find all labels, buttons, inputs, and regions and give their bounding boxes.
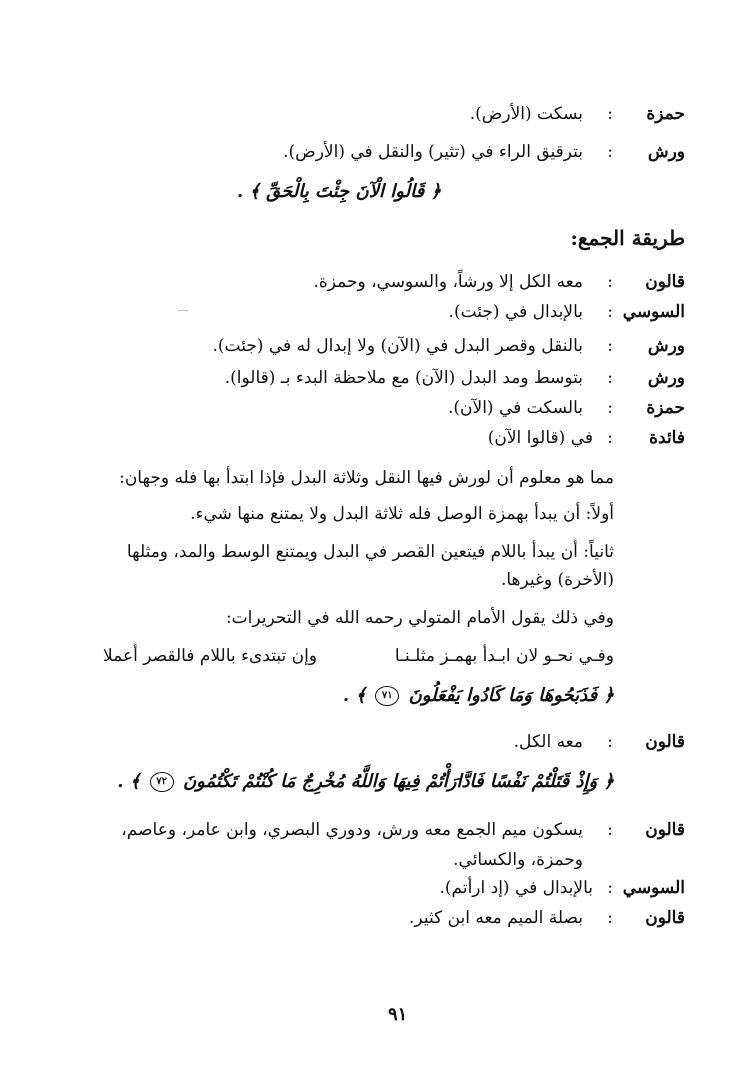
separator: : [607,336,613,356]
quran-verse-3 [117,770,614,794]
line-qalun-4 [125,906,685,930]
separator: : [607,272,613,292]
reader-label: حمزة [646,398,685,418]
verse-end: ﴾ . [117,771,141,792]
line-hamza-2 [125,396,685,420]
quran-verse-1: ﴿ قَالُوا الْآنَ جِئْتَ بِالْحَقِّ ﴾ . [236,181,441,202]
line-faida [125,426,685,450]
reader-label: قالون [645,908,685,928]
reader-label: حمزة [646,104,685,124]
line-text: بالإبدال في (إد ارأتم). [439,878,593,898]
ayah-number-seal: ٧٢ [150,772,174,792]
line-warsh-2 [125,334,685,358]
verse-end: ﴾ . [342,685,366,706]
line-susi-2 [125,876,685,900]
line-text: بصلة الميم معه ابن كثير. [409,908,583,928]
paragraph-line-2: أولاً: أن يبدأ بهمزة الوصل فله ثلاثة البدل ولا يمتنع منها شيء. [190,504,614,524]
line-warsh-3 [125,366,685,390]
separator: : [607,398,613,418]
paragraph-line-3: ثانياً: أن يبدأ باللام فيتعين القصر في البدل ويمتنع الوسط والمد، ومثلها [126,542,614,562]
separator: : [607,820,613,840]
line-text: معه الكل إلا ورشاً، والسوسي، وحمزة. [313,272,583,292]
separator: : [607,878,613,898]
margin-mark [178,310,188,317]
line-text: معه الكل. [513,732,583,752]
line-susi-1 [125,300,685,324]
reader-label: قالون [645,820,685,840]
line-qalun-2 [125,730,685,754]
section-heading: طريقة الجمع: [570,226,685,250]
note-label: فائدة [649,428,685,448]
poem-hemistich-left: وإن تبتدىء باللام فالقصر أعملا [103,646,318,666]
ayah-number-seal: ٧١ [375,686,399,706]
reader-label: ورش [647,368,685,388]
separator: : [607,732,613,752]
line-text: بالسكت في (الآن). [447,398,583,418]
paragraph-line-4: (الأخرة) وغيرها. [500,570,614,590]
line-hamza-1 [125,102,685,126]
paragraph-line-5: وفي ذلك يقول الأمام المتولي رحمه الله في التحريرات: [225,608,614,628]
line-text: بتوسط ومد البدل (الآن) مع ملاحظة البدء بـ (قالوا). [224,368,583,388]
line-warsh-1 [125,140,685,164]
verse-text: ﴿ فَذَبَحُوهَا وَمَا كَادُوا يَفْعَلُونَ [408,685,614,706]
verse-text: ﴿ وَإِذْ قَتَلْتُمْ نَفْسًا فَادَّارَأْتُمْ فِيهَا وَاللَّهُ مُخْرِجٌ مَا كُنْتُمْ تَكْتُمُونَ [182,771,614,792]
poem-hemistich-right: وفـي نحـو لان ابـدأ بهمـز مثلـنـا [394,646,614,666]
reader-label: قالون [645,732,685,752]
quran-verse-2 [343,684,614,708]
page-number: ٩١ [388,1004,408,1025]
separator: : [607,142,613,162]
reader-label: السوسي [622,302,685,322]
reader-label: قالون [645,272,685,292]
line-text: بترقيق الراء في (تثير) والنقل في (الأرض). [283,142,583,162]
line-text: بسكت (الأرض). [469,104,583,124]
reader-label: ورش [647,336,685,356]
separator: : [607,104,613,124]
line-qalun-3 [95,818,685,842]
line-qalun-1 [125,270,685,294]
reader-label: السوسي [622,878,685,898]
separator: : [607,368,613,388]
separator: : [607,908,613,928]
line-text: يسكون ميم الجمع معه ورش، ودوري البصري، وابن عامر، وعاصم، [121,820,583,840]
line-text: بالنقل وقصر البدل في (الآن) ولا إبدال له في (جئت). [212,336,583,356]
line-text: بالإبدال في (جئت). [448,302,583,322]
line-text: في (قالوا الآن) [487,428,593,448]
line-qalun-3-continued: وحمزة، والكسائي. [453,850,583,870]
separator: : [607,428,613,448]
paragraph-line-1: مما هو معلوم أن لورش فيها النقل وثلاثة البدل فإذا ابتدأ بها فله وجهان: [119,468,614,488]
separator: : [607,302,613,322]
reader-label: ورش [647,142,685,162]
